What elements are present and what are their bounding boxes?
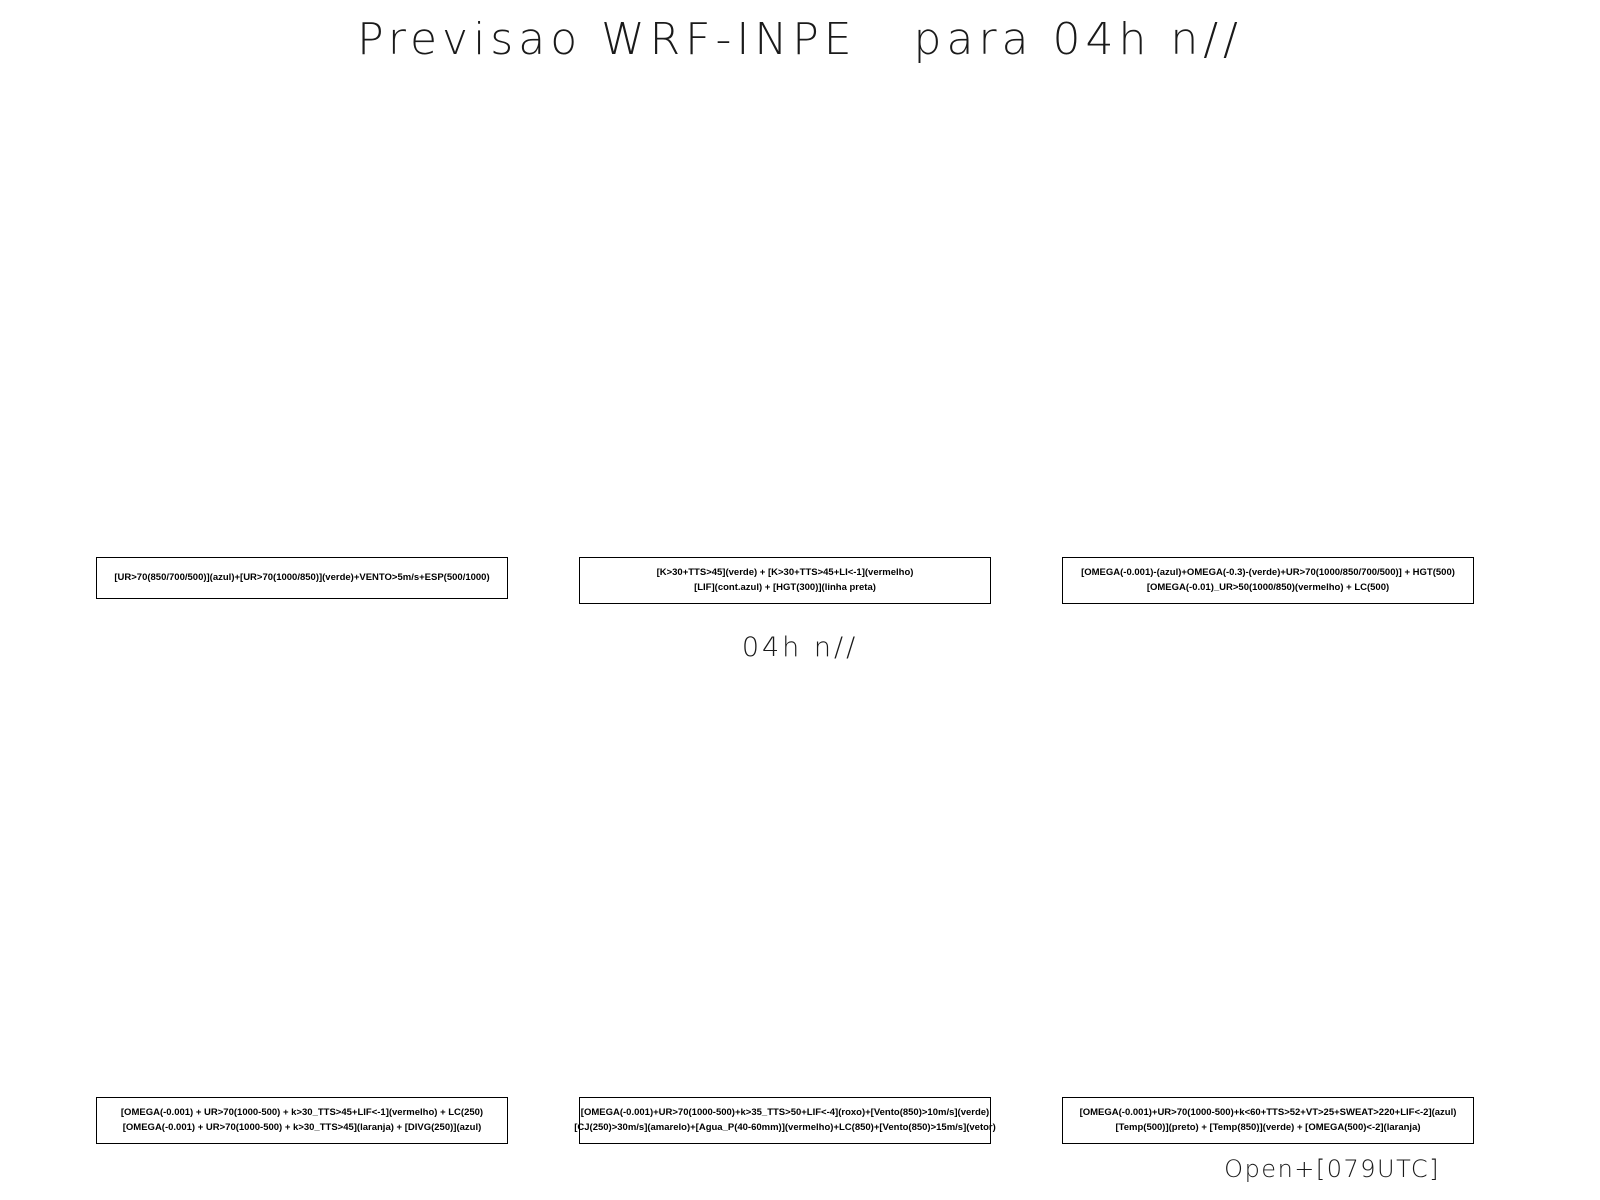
page-title: Previsao WRF-INPE para 04h n// [357,14,1243,65]
legend-line: [OMEGA(-0.01)_UR>50(1000/850)(vermelho) + LC(500) [1146,581,1390,593]
legend-line: [LIF](cont.azul) + [HGT(300)](linha preta) [694,581,876,593]
legend-panel-bottom-left [96,1097,508,1144]
legend-panel-bottom-center [574,1097,996,1144]
legend-panel-top-center [579,557,991,604]
legend-line: [OMEGA(-0.001) + UR>70(1000-500) + k>30_TTS>45+LIF<-1](vermelho) + LC(250) [120,1106,484,1118]
legend-line: [Temp(500)](preto) + [Temp(850)](verde) + [OMEGA(500)<-2](laranja) [1115,1121,1421,1133]
legend-line: [OMEGA(-0.001)-(azul)+OMEGA(-0.3)-(verde)+UR>70(1000/850/700/500)] + HGT(500) [1081,566,1455,578]
footer-label: Open+[079UTC] [1224,1155,1440,1183]
middle-label: 04h n// [741,632,859,663]
legend-line: [OMEGA(-0.001) + UR>70(1000-500) + k>30_TTS>45](laranja) + [DIVG(250)](azul) [122,1121,482,1133]
legend-line: [K>30+TTS>45](verde) + [K>30+TTS>45+LI<-1](vermelho) [656,566,914,578]
legend-panel-top-left [96,557,508,599]
legend-line: [UR>70(850/700/500)](azul)+[UR>70(1000/850)](verde)+VENTO>5m/s+ESP(500/1000) [114,571,490,583]
legend-line: [OMEGA(-0.001)+UR>70(1000-500)+k>35_TTS>50+LIF<-4](roxo)+[Vento(850)>10m/s](verde) [580,1106,990,1118]
legend-panel-bottom-right [1062,1097,1474,1144]
legend-panel-top-right [1062,557,1474,604]
legend-line: [CJ(250)>30m/s](amarelo)+[Agua_P(40-60mm)](vermelho)+LC(850)+[Vento(850)>15m/s](vetor) [574,1121,996,1133]
legend-line: [OMEGA(-0.001)+UR>70(1000-500)+k<60+TTS>52+VT>25+SWEAT>220+LIF<-2](azul) [1079,1106,1457,1118]
